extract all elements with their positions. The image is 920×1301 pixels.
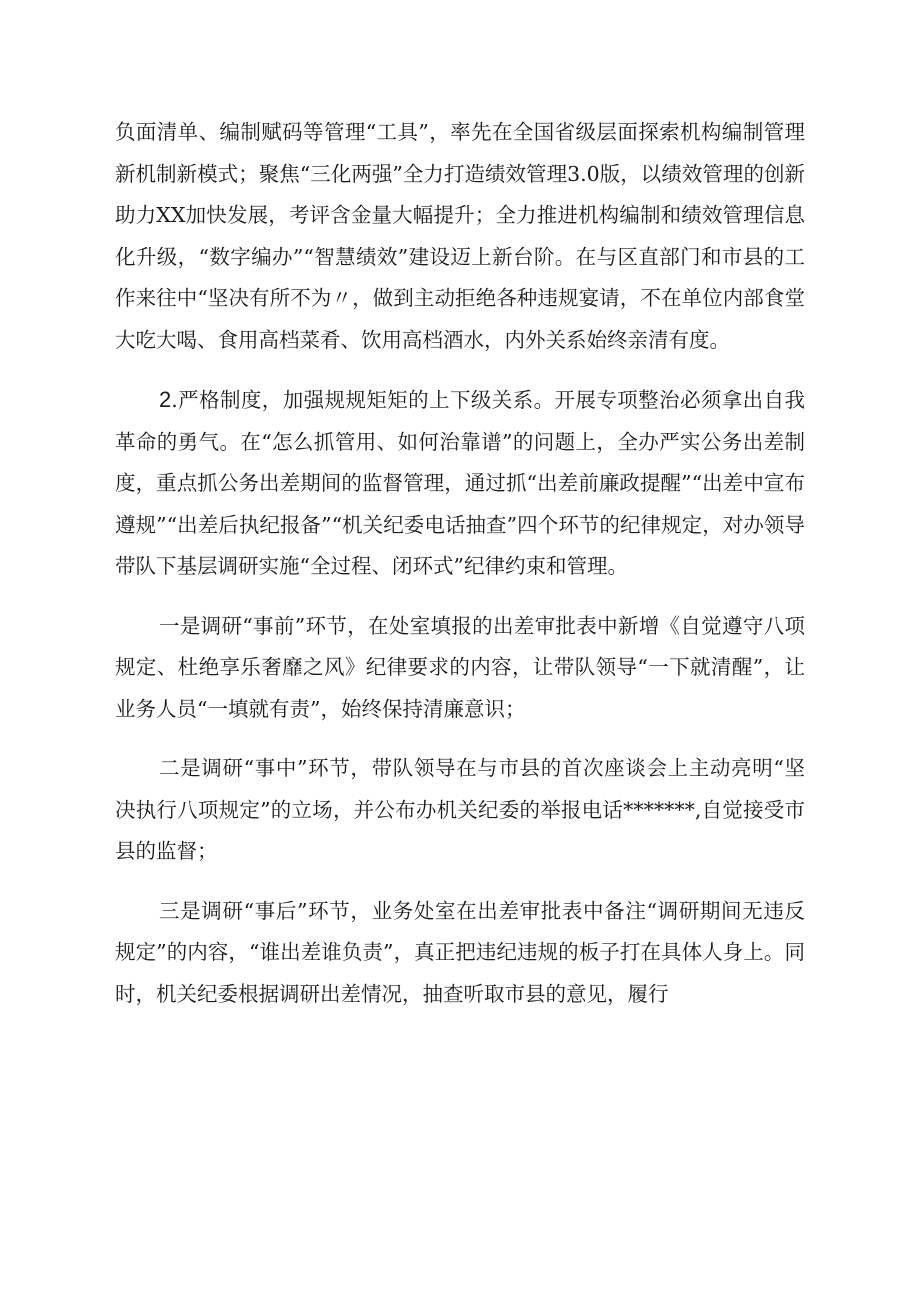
section-number: 2 — [159, 387, 172, 412]
paragraph-item-before: 一是调研“事前”环节，在处室填报的出差审批表中新增《自觉遵守八项规定、杜绝享乐奢靡之风》纪律要求的内容，让带队领导“一下就清醒”，让业务人员“一填就有责”，始终保持清廉意识； — [115, 613, 805, 721]
paragraph-item-during: 二是调研“事中”环节，带队领导在与市县的首次座谈会上主动亮明“坚决执行八项规定”的立场，并公布办机关纪委的举报电话*******,自觉接受市县的监督； — [115, 756, 805, 863]
section-2-text: .严格制度，加强规规矩矩的上下级关系。开展专项整治必须拿出自我革命的勇气。在“怎么抓管用、如何治靠谱”的问题上，全办严实公务出差制度，重点抓公务出差期间的监督管理，通过抓“出差前廉政提醒”“出差中宣布遵规”“出差后执纪报备”“机关纪委电话抽查”四个环节的纪律规定，对办领导带队下基层调研实施“全过程、闭环式”纪律约束和管理。 — [115, 388, 805, 578]
paragraph-item-after: 三是调研“事后”环节，业务处室在出差审批表中备注“调研期间无违反规定”的内容，“谁出差谁负责”，真正把违纪违规的板子打在具体人身上。同时，机关纪委根据调研出差情况，抽查听取市县的意见，履行 — [115, 898, 805, 1006]
document-body — [115, 112, 805, 1033]
paragraph-section-2 — [115, 379, 805, 588]
paragraph-intro-continuation: 负面清单、编制赋码等管理“工具”，率先在全国省级层面探索机构编制管理新机制新模式；聚焦“三化两强”全力打造绩效管理3.0版，以绩效管理的创新助力XX加快发展，考评含金量大幅提升；全力推进机构编制和绩效管理信息化升级，“数字编办”“智慧绩效”建设迈上新台阶。在与区直部门和市县的工作来往中“坚决有所不为〃，做到主动拒绝各种违规宴请，不在单位内部食堂大吃大喝、食用高档菜肴、饮用高档酒水，内外关系始终亲清有度。 — [115, 120, 805, 352]
